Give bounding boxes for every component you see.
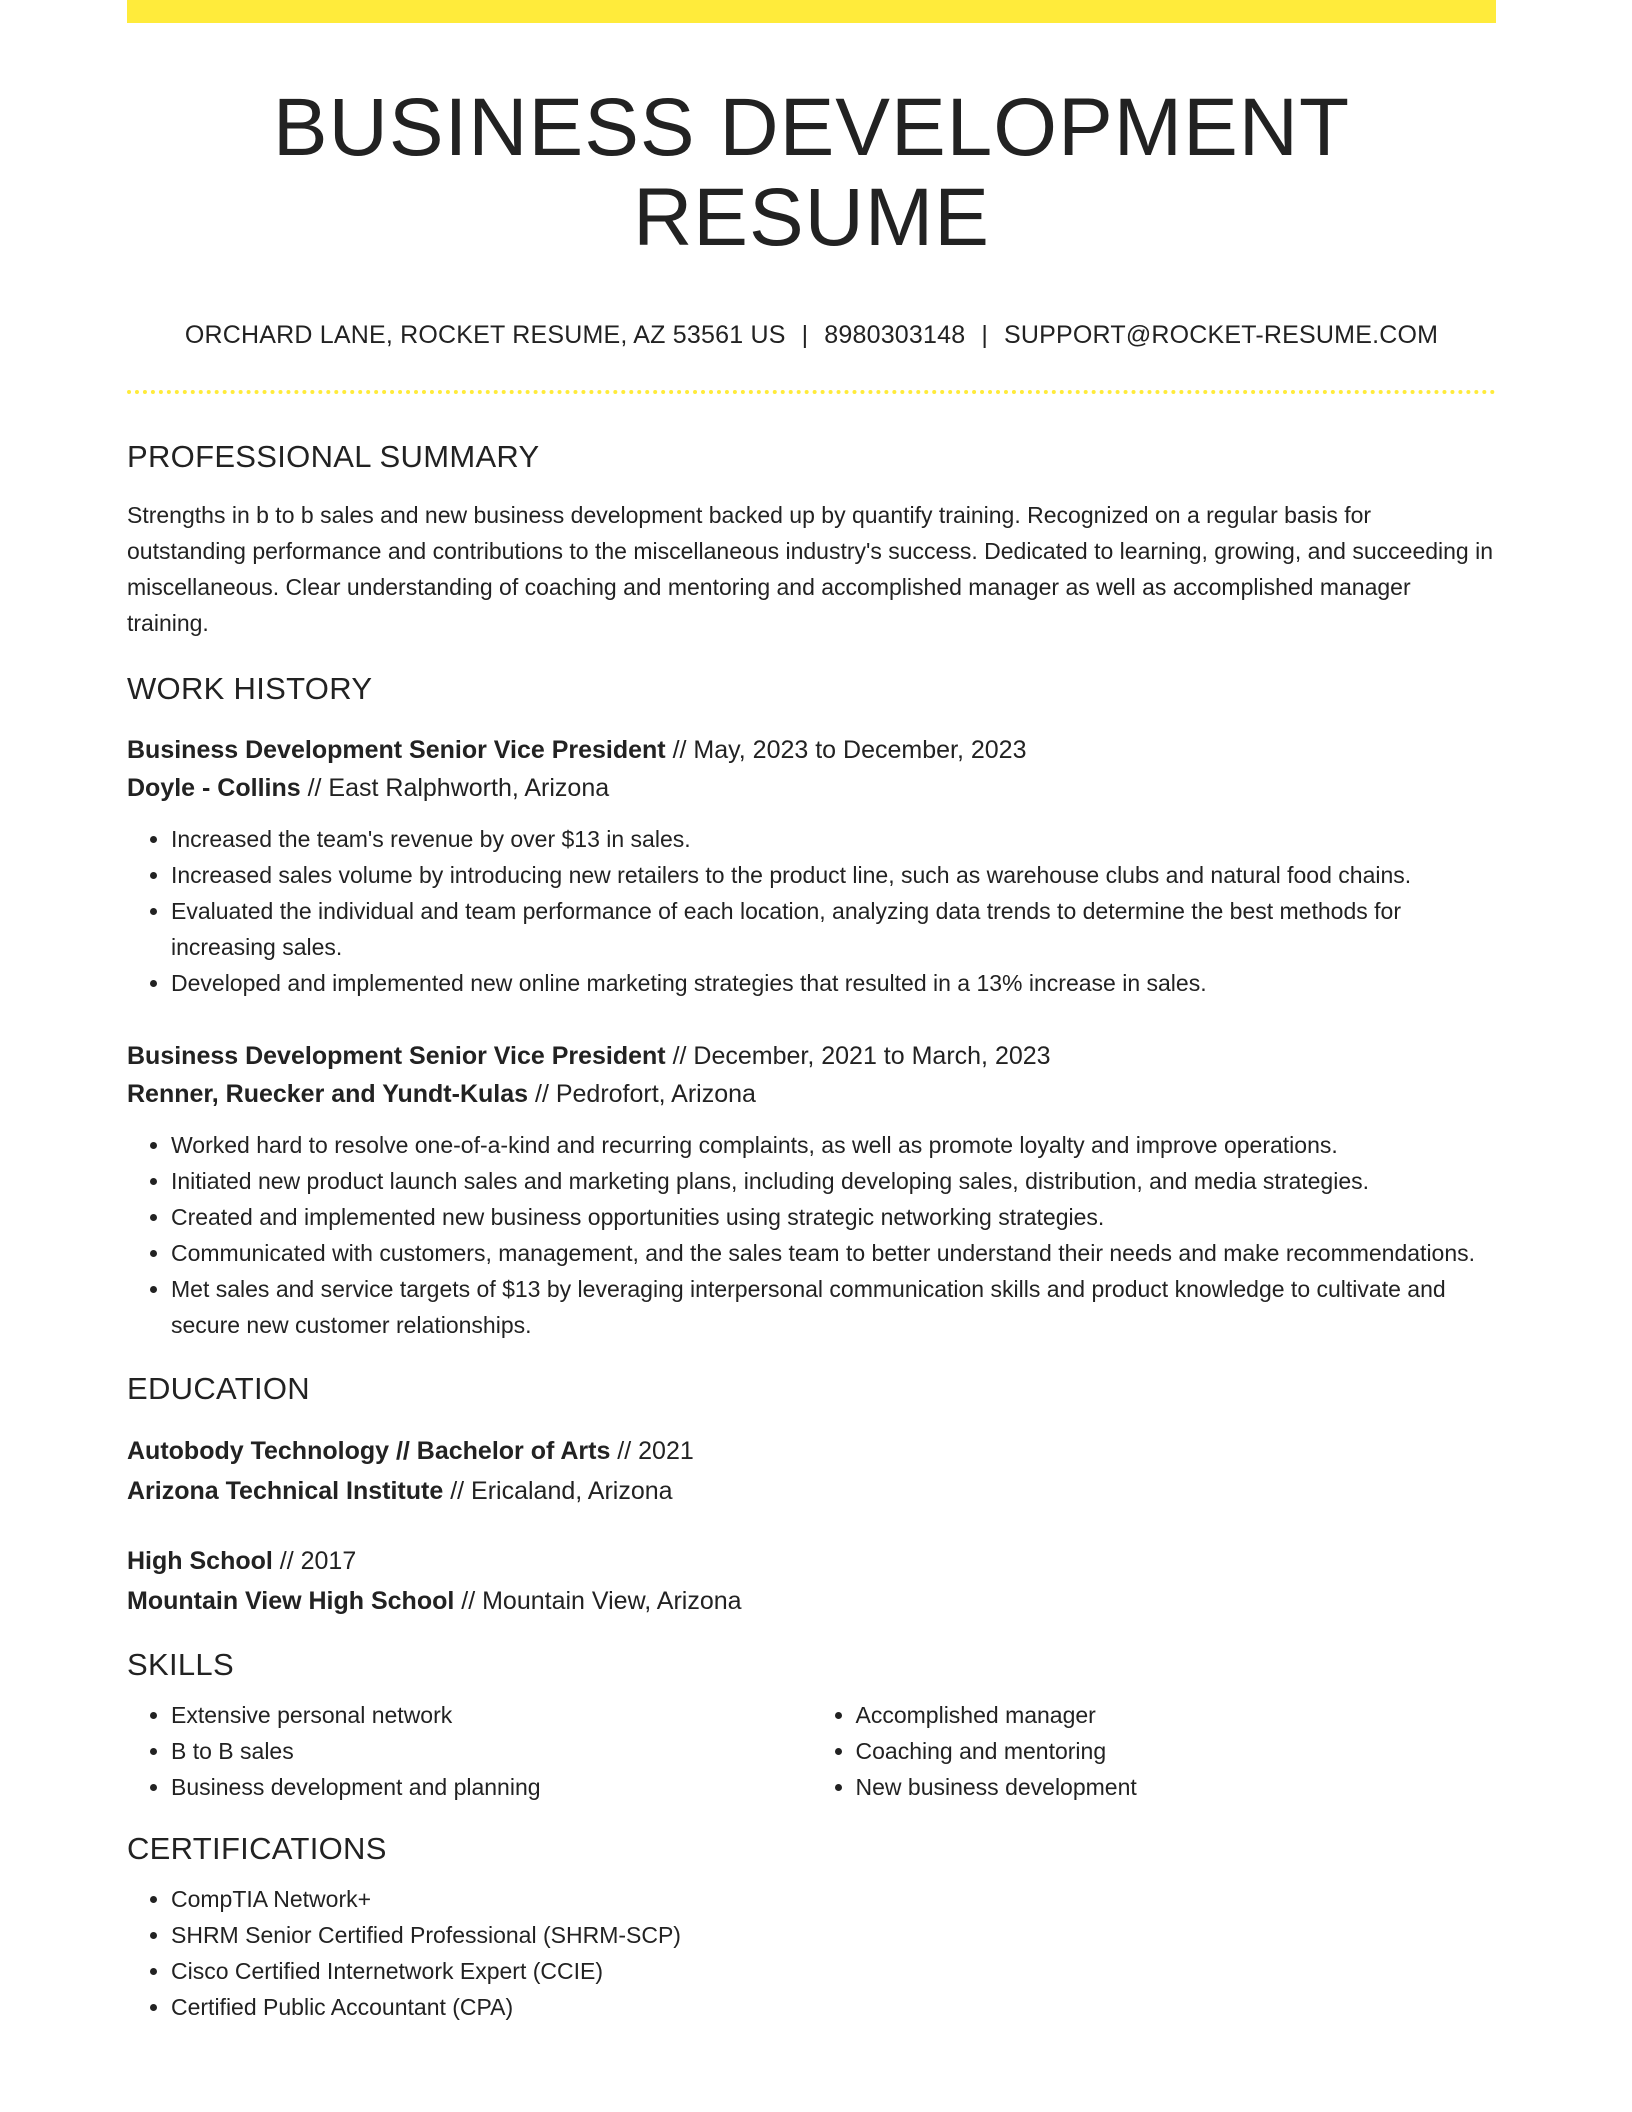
skill-item: • Accomplished manager — [856, 1697, 1497, 1733]
job-location: // East Ralphworth, Arizona — [300, 774, 610, 803]
list-item: • Met sales and service targets of $13 by leveraging interpersonal communication skills and product knowledge to cultivate and secure new customer relationships. — [171, 1271, 1496, 1343]
list-item: • Communicated with customers, management, and the sales team to better understand their needs and make recommendations. — [171, 1235, 1496, 1271]
separator: | — [981, 321, 989, 350]
job-dates: // December, 2021 to March, 2023 — [665, 1042, 1051, 1071]
job-entry — [127, 1037, 1496, 1343]
certification-item: • SHRM Senior Certified Professional (SHRM-SCP) — [171, 1917, 1496, 1953]
education-degree: High School — [127, 1547, 273, 1576]
resume-title: BUSINESS DEVELOPMENT RESUME — [272, 82, 1351, 264]
certification-item: • Cisco Certified Internetwork Expert (CCIE) — [171, 1953, 1496, 1989]
education-year: // 2021 — [610, 1437, 694, 1466]
skills-column-left — [127, 1697, 812, 1805]
education-degree: Autobody Technology // Bachelor of Arts — [127, 1437, 611, 1466]
education-location: // Ericaland, Arizona — [443, 1477, 673, 1506]
list-item: • Initiated new product launch sales and marketing plans, including developing sales, distribution, and media strategies. — [171, 1163, 1496, 1199]
list-item: • Worked hard to resolve one-of-a-kind and recurring complaints, as well as promote loyalty and improve operations. — [171, 1127, 1496, 1163]
job-bullets — [127, 821, 1496, 1001]
education-school: Mountain View High School — [127, 1587, 455, 1616]
education-year: // 2017 — [272, 1547, 357, 1576]
job-dates: // May, 2023 to December, 2023 — [665, 736, 1027, 765]
section-title-work-history: WORK HISTORY — [127, 671, 373, 707]
skill-item: • New business development — [856, 1769, 1497, 1805]
education-school: Arizona Technical Institute — [127, 1477, 444, 1506]
summary-text: Strengths in b to b sales and new business development backed up by quantify training. Recognized on a regular basis for outstanding performance and contributions to the miscellaneous industry's success. Dedicated to learning, growing, and succeeding in miscellaneous. Clear understanding of coaching and mentoring and accomplished manager as well as accomplished manager training. — [127, 502, 1494, 637]
phone: 8980303148 — [824, 321, 966, 350]
list-item: • Evaluated the individual and team performance of each location, analyzing data trends to determine the best methods for increasing sales. — [171, 893, 1496, 965]
skills-column-right — [812, 1697, 1497, 1805]
education-degree-line — [127, 1431, 1496, 1471]
education-entry — [127, 1541, 1496, 1621]
education-location: // Mountain View, Arizona — [454, 1587, 742, 1616]
job-company: Doyle - Collins — [127, 774, 301, 803]
list-item: • Increased the team's revenue by over $13 in sales. — [171, 821, 1496, 857]
address: ORCHARD LANE, ROCKET RESUME, AZ 53561 US — [184, 321, 786, 350]
email: SUPPORT@ROCKET-RESUME.COM — [1004, 321, 1439, 350]
dotted-divider — [127, 390, 1496, 394]
skills-grid — [127, 1697, 1496, 1805]
job-company-line — [127, 769, 1496, 807]
education-entry — [127, 1431, 1496, 1511]
education-degree-line — [127, 1541, 1496, 1581]
accent-bar — [127, 0, 1496, 23]
contact-line — [127, 321, 1496, 350]
certification-item: • Certified Public Accountant (CPA) — [171, 1989, 1496, 2025]
skill-item: • B to B sales — [171, 1733, 812, 1769]
list-item: • Increased sales volume by introducing new retailers to the product line, such as warehouse clubs and natural food chains. — [171, 857, 1496, 893]
section-title-certifications: CERTIFICATIONS — [127, 1831, 387, 1867]
skill-item: • Coaching and mentoring — [856, 1733, 1497, 1769]
separator: | — [801, 321, 809, 350]
certification-item: • CompTIA Network+ — [171, 1881, 1496, 1917]
resume-page — [127, 0, 1496, 2025]
section-title-education: EDUCATION — [127, 1371, 310, 1407]
education-school-line — [127, 1581, 1496, 1621]
certifications-list — [127, 1881, 1496, 2025]
job-role-line — [127, 1037, 1496, 1075]
education-school-line — [127, 1471, 1496, 1511]
job-role: Business Development Senior Vice President — [127, 736, 666, 765]
section-title-summary: PROFESSIONAL SUMMARY — [127, 439, 540, 475]
job-location: // Pedrofort, Arizona — [528, 1080, 756, 1109]
skill-item: • Extensive personal network — [171, 1697, 812, 1733]
list-item: • Developed and implemented new online marketing strategies that resulted in a 13% increase in sales. — [171, 965, 1496, 1001]
job-company: Renner, Ruecker and Yundt-Kulas — [127, 1080, 529, 1109]
job-role-line — [127, 731, 1496, 769]
section-title-skills: SKILLS — [127, 1647, 234, 1683]
skill-item: • Business development and planning — [171, 1769, 812, 1805]
job-entry — [127, 731, 1496, 1001]
job-company-line — [127, 1075, 1496, 1113]
job-bullets — [127, 1127, 1496, 1343]
list-item: • Created and implemented new business opportunities using strategic networking strategies. — [171, 1199, 1496, 1235]
job-role: Business Development Senior Vice President — [127, 1042, 666, 1071]
